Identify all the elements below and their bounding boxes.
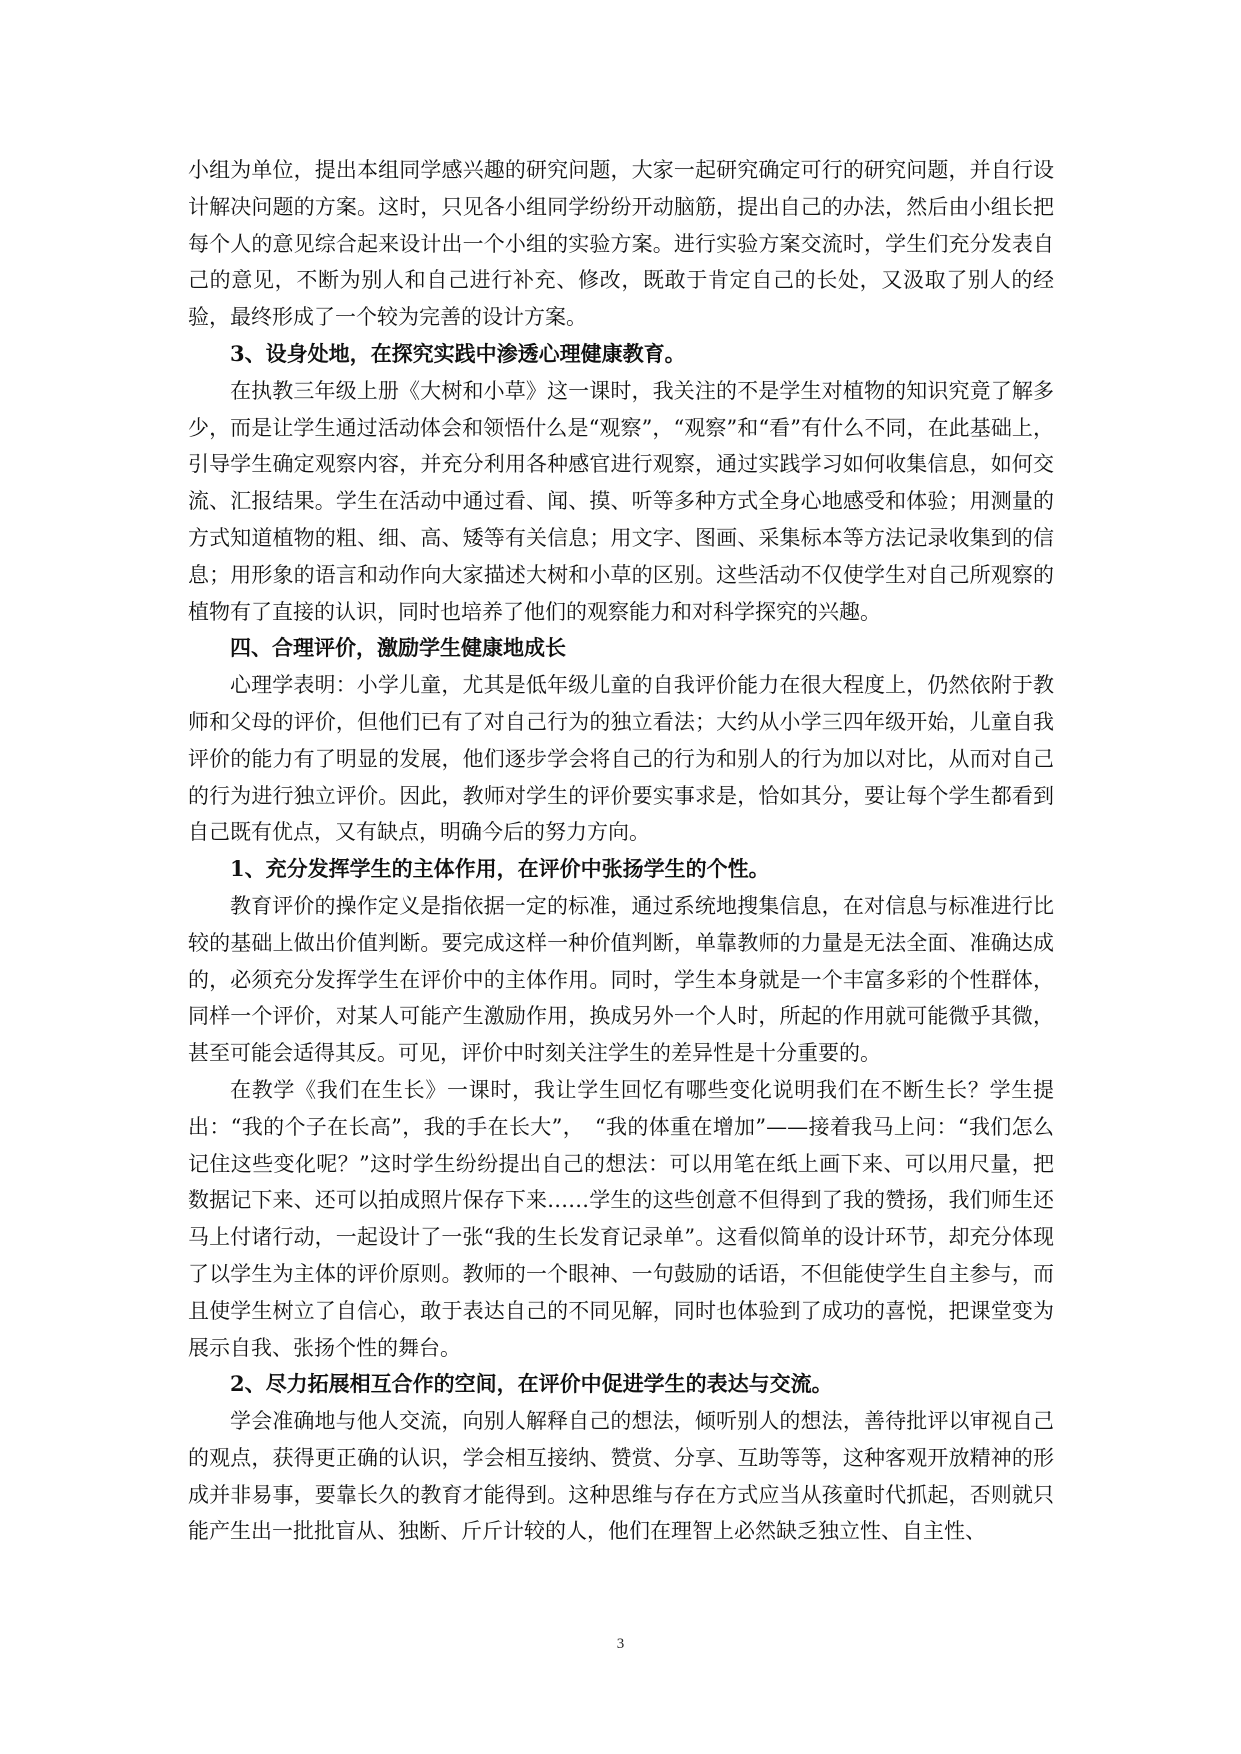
document-body — [188, 152, 1054, 1550]
paragraph-1: 小组为单位，提出本组同学感兴趣的研究问题，大家一起研究确定可行的研究问题，并自行设计解决问题的方案。这时，只见各小组同学纷纷开动脑筋，提出自己的办法，然后由小组长把每个人的意见综合起来设计出一个小组的实验方案。进行实验方案交流时，学生们充分发表自己的意见，不断为别人和自己进行补充、修改，既敢于肯定自己的长处，又汲取了别人的经验，最终形成了一个较为完善的设计方案。 — [188, 158, 1054, 330]
page-number: 3 — [616, 1636, 625, 1652]
paragraph-4: 教育评价的操作定义是指依据一定的标准，通过系统地搜集信息，在对信息与标准进行比较的基础上做出价值判断。要完成这样一种价值判断，单靠教师的力量是无法全面、准确达成的，必须充分发挥学生在评价中的主体作用。同时，学生本身就是一个丰富多彩的个性群体，同样一个评价，对某人可能产生激励作用，换成另外一个人时，所起的作用就可能微乎其微，甚至可能会适得其反。可见，评价中时刻关注学生的差异性是十分重要的。 — [188, 893, 1054, 1066]
section-heading-four: 四、合理评价，激励学生健康地成长 — [230, 635, 566, 661]
paragraph-2: 在执教三年级上册《大树和小草》这一课时，我关注的不是学生对植物的知识究竟了解多少，而是让学生通过活动体会和领悟什么是“观察”，“观察”和“看”有什么不同，在此基础上，引导学生确定观察内容，并充分利用各种感官进行观察，通过实践学习如何收集信息，如何交流、汇报结果。学生在活动中通过看、闻、摸、听等多种方式全身心地感受和体验；用测量的方式知道植物的粗、细、高、矮等有关信息；用文字、图画、采集标本等方法记录收集到的信息；用形象的语言和动作向大家描述大树和小草的区别。这些活动不仅使学生对自己所观察的植物有了直接的认识，同时也培养了他们的观察能力和对科学探究的兴趣。 — [188, 378, 1054, 624]
paragraph-3: 心理学表明：小学儿童，尤其是低年级儿童的自我评价能力在很大程度上，仍然依附于教师和父母的评价，但他们已有了对自己行为的独立看法；大约从小学三四年级开始，儿童自我评价的能力有了明显的发展，他们逐步学会将自己的行为和别人的行为加以对比，从而对自己的行为进行独立评价。因此，教师对学生的评价要实事求是，恰如其分，要让每个学生都看到自己既有优点，又有缺点，明确今后的努力方向。 — [188, 673, 1054, 845]
paragraph-6: 学会准确地与他人交流，向别人解释自己的想法，倾听别人的想法，善待批评以审视自己的观点，获得更正确的认识，学会相互接纳、赞赏、分享、互助等等，这种客观开放精神的形成并非易事，要靠长久的教育才能得到。这种思维与存在方式应当从孩童时代抓起，否则就只能产生出一批批盲从、独断、斤斤计较的人，他们在理智上必然缺乏独立性、自主性、 — [188, 1409, 1054, 1544]
section-heading-1: 1、充分发挥学生的主体作用，在评价中张扬学生的个性。 — [230, 856, 770, 882]
section-heading-2: 2、尽力拓展相互合作的空间，在评价中促进学生的表达与交流。 — [230, 1371, 833, 1397]
paragraph-5: 在教学《我们在生长》一课时，我让学生回忆有哪些变化说明我们在不断生长？学生提出：“我的个子在长高”，我的手在长大”， “我的体重在增加”——接着我马上问：“我们怎么记住这些变化呢？”这时学生纷纷提出自己的想法：可以用笔在纸上画下来、可以用尺量，把数据记下来、还可以拍成照片保存下来……学生的这些创意不但得到了我的赞扬，我们师生还马上付诸行动，一起设计了一张“我的生长发育记录单”。这看似简单的设计环节，却充分体现了以学生为主体的评价原则。教师的一个眼神、一句鼓励的话语，不但能使学生自主参与，而且使学生树立了自信心，敢于表达自己的不同见解，同时也体验到了成功的喜悦，把课堂变为展示自我、张扬个性的舞台。 — [188, 1077, 1054, 1360]
section-heading-3: 3、设身处地，在探究实践中渗透心理健康教育。 — [230, 340, 686, 366]
